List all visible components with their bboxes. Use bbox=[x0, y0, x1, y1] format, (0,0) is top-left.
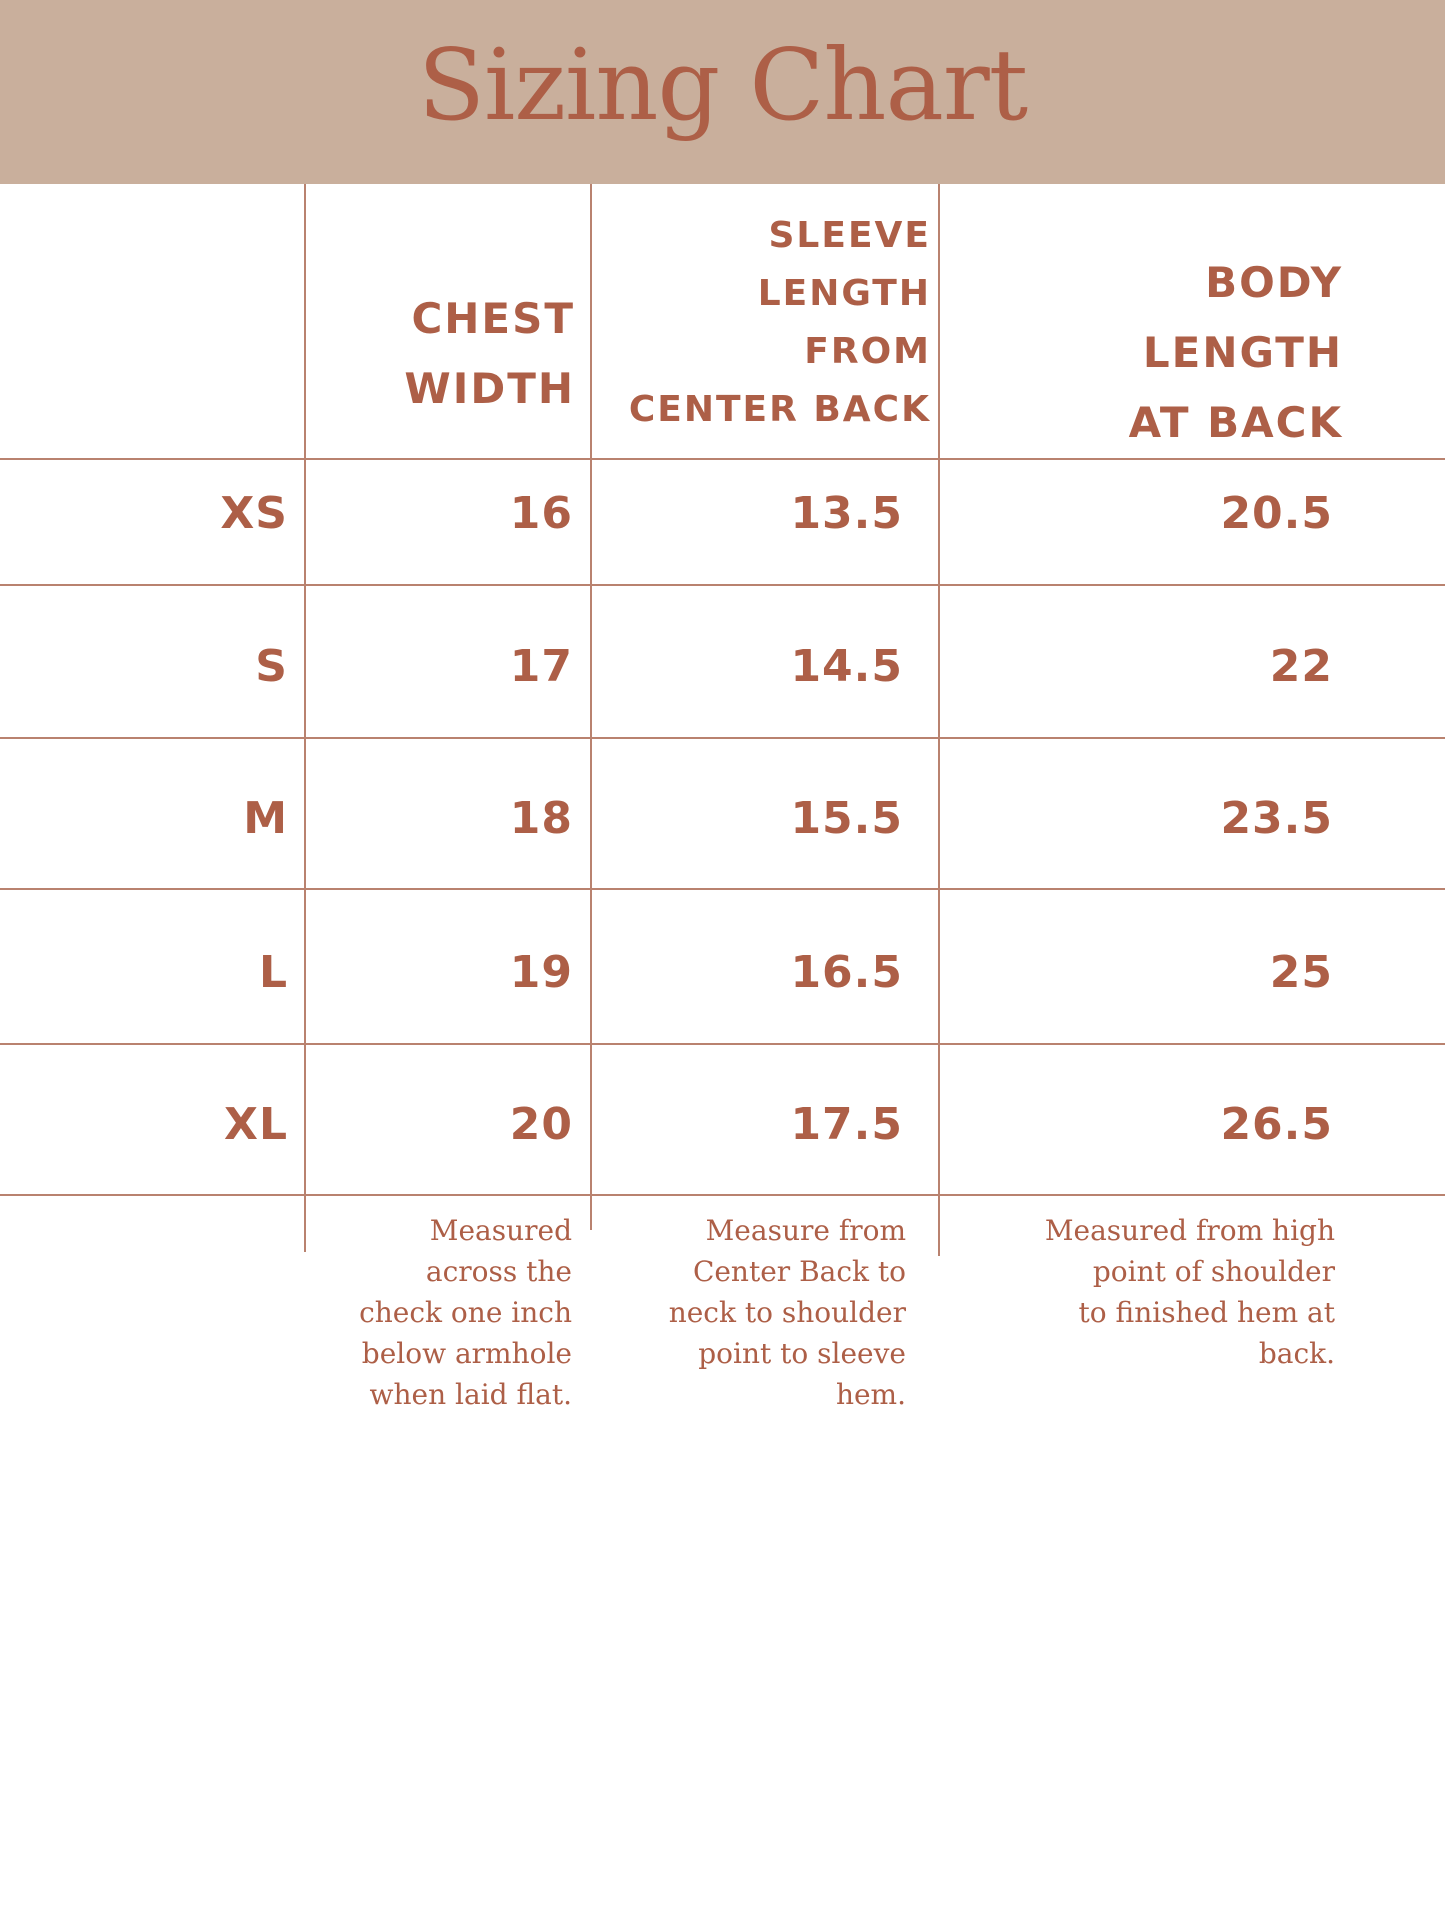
note-line: Measured bbox=[429, 1214, 572, 1247]
sleeve-value: 16.5 bbox=[790, 947, 903, 998]
body-value: 22 bbox=[1269, 641, 1333, 692]
note-line: Center Back to bbox=[692, 1255, 906, 1288]
header-line: LENGTH bbox=[1142, 328, 1343, 377]
header-line: FROM bbox=[804, 331, 931, 372]
note-line: check one inch bbox=[359, 1296, 572, 1329]
note-line: below armhole bbox=[361, 1337, 572, 1370]
note-line: Measured from high bbox=[1044, 1214, 1335, 1247]
header-body-length bbox=[1003, 248, 1343, 458]
header-line: CENTER BACK bbox=[628, 389, 931, 430]
header-chest-width bbox=[305, 290, 575, 418]
note-line: when laid flat. bbox=[369, 1378, 572, 1411]
sleeve-value: 17.5 bbox=[790, 1099, 903, 1150]
chest-value: 20 bbox=[509, 1099, 573, 1150]
note-line: across the bbox=[425, 1255, 572, 1288]
title-banner bbox=[0, 0, 1445, 184]
header-line: CHEST bbox=[411, 294, 575, 343]
header-line: SLEEVE bbox=[768, 215, 931, 256]
sleeve-value: 14.5 bbox=[790, 641, 903, 692]
body-measurement-note bbox=[975, 1210, 1335, 1374]
column-divider bbox=[938, 184, 940, 1256]
body-value: 26.5 bbox=[1220, 1099, 1333, 1150]
column-divider bbox=[590, 184, 592, 1230]
size-label: S bbox=[255, 641, 288, 692]
row-divider bbox=[0, 584, 1445, 586]
size-label: M bbox=[243, 793, 288, 844]
header-sleeve-length bbox=[601, 207, 931, 439]
sleeve-value: 13.5 bbox=[790, 488, 903, 539]
chest-value: 18 bbox=[509, 793, 573, 844]
size-label: L bbox=[258, 947, 288, 998]
size-label: XL bbox=[224, 1099, 288, 1150]
note-line: point of shoulder bbox=[1092, 1255, 1335, 1288]
sleeve-measurement-note bbox=[586, 1210, 906, 1415]
row-divider bbox=[0, 1043, 1445, 1045]
chest-value: 16 bbox=[509, 488, 573, 539]
row-divider bbox=[0, 458, 1445, 460]
note-line: Measure from bbox=[705, 1214, 906, 1247]
note-line: back. bbox=[1258, 1337, 1335, 1370]
chest-measurement-note bbox=[292, 1210, 572, 1415]
chest-value: 17 bbox=[509, 641, 573, 692]
header-line: WIDTH bbox=[404, 364, 575, 413]
body-value: 25 bbox=[1269, 947, 1333, 998]
size-label: XS bbox=[220, 488, 288, 539]
row-divider bbox=[0, 737, 1445, 739]
row-divider bbox=[0, 1194, 1445, 1196]
body-value: 20.5 bbox=[1220, 488, 1333, 539]
header-line: LENGTH bbox=[757, 273, 931, 314]
note-line: hem. bbox=[835, 1378, 906, 1411]
chest-value: 19 bbox=[509, 947, 573, 998]
row-divider bbox=[0, 888, 1445, 890]
note-line: neck to shoulder bbox=[668, 1296, 906, 1329]
note-line: to finished hem at bbox=[1078, 1296, 1335, 1329]
header-line: BODY bbox=[1205, 258, 1343, 307]
sleeve-value: 15.5 bbox=[790, 793, 903, 844]
note-line: point to sleeve bbox=[698, 1337, 906, 1370]
body-value: 23.5 bbox=[1220, 793, 1333, 844]
header-line: AT BACK bbox=[1128, 398, 1343, 447]
page-title: Sizing Chart bbox=[417, 29, 1028, 143]
